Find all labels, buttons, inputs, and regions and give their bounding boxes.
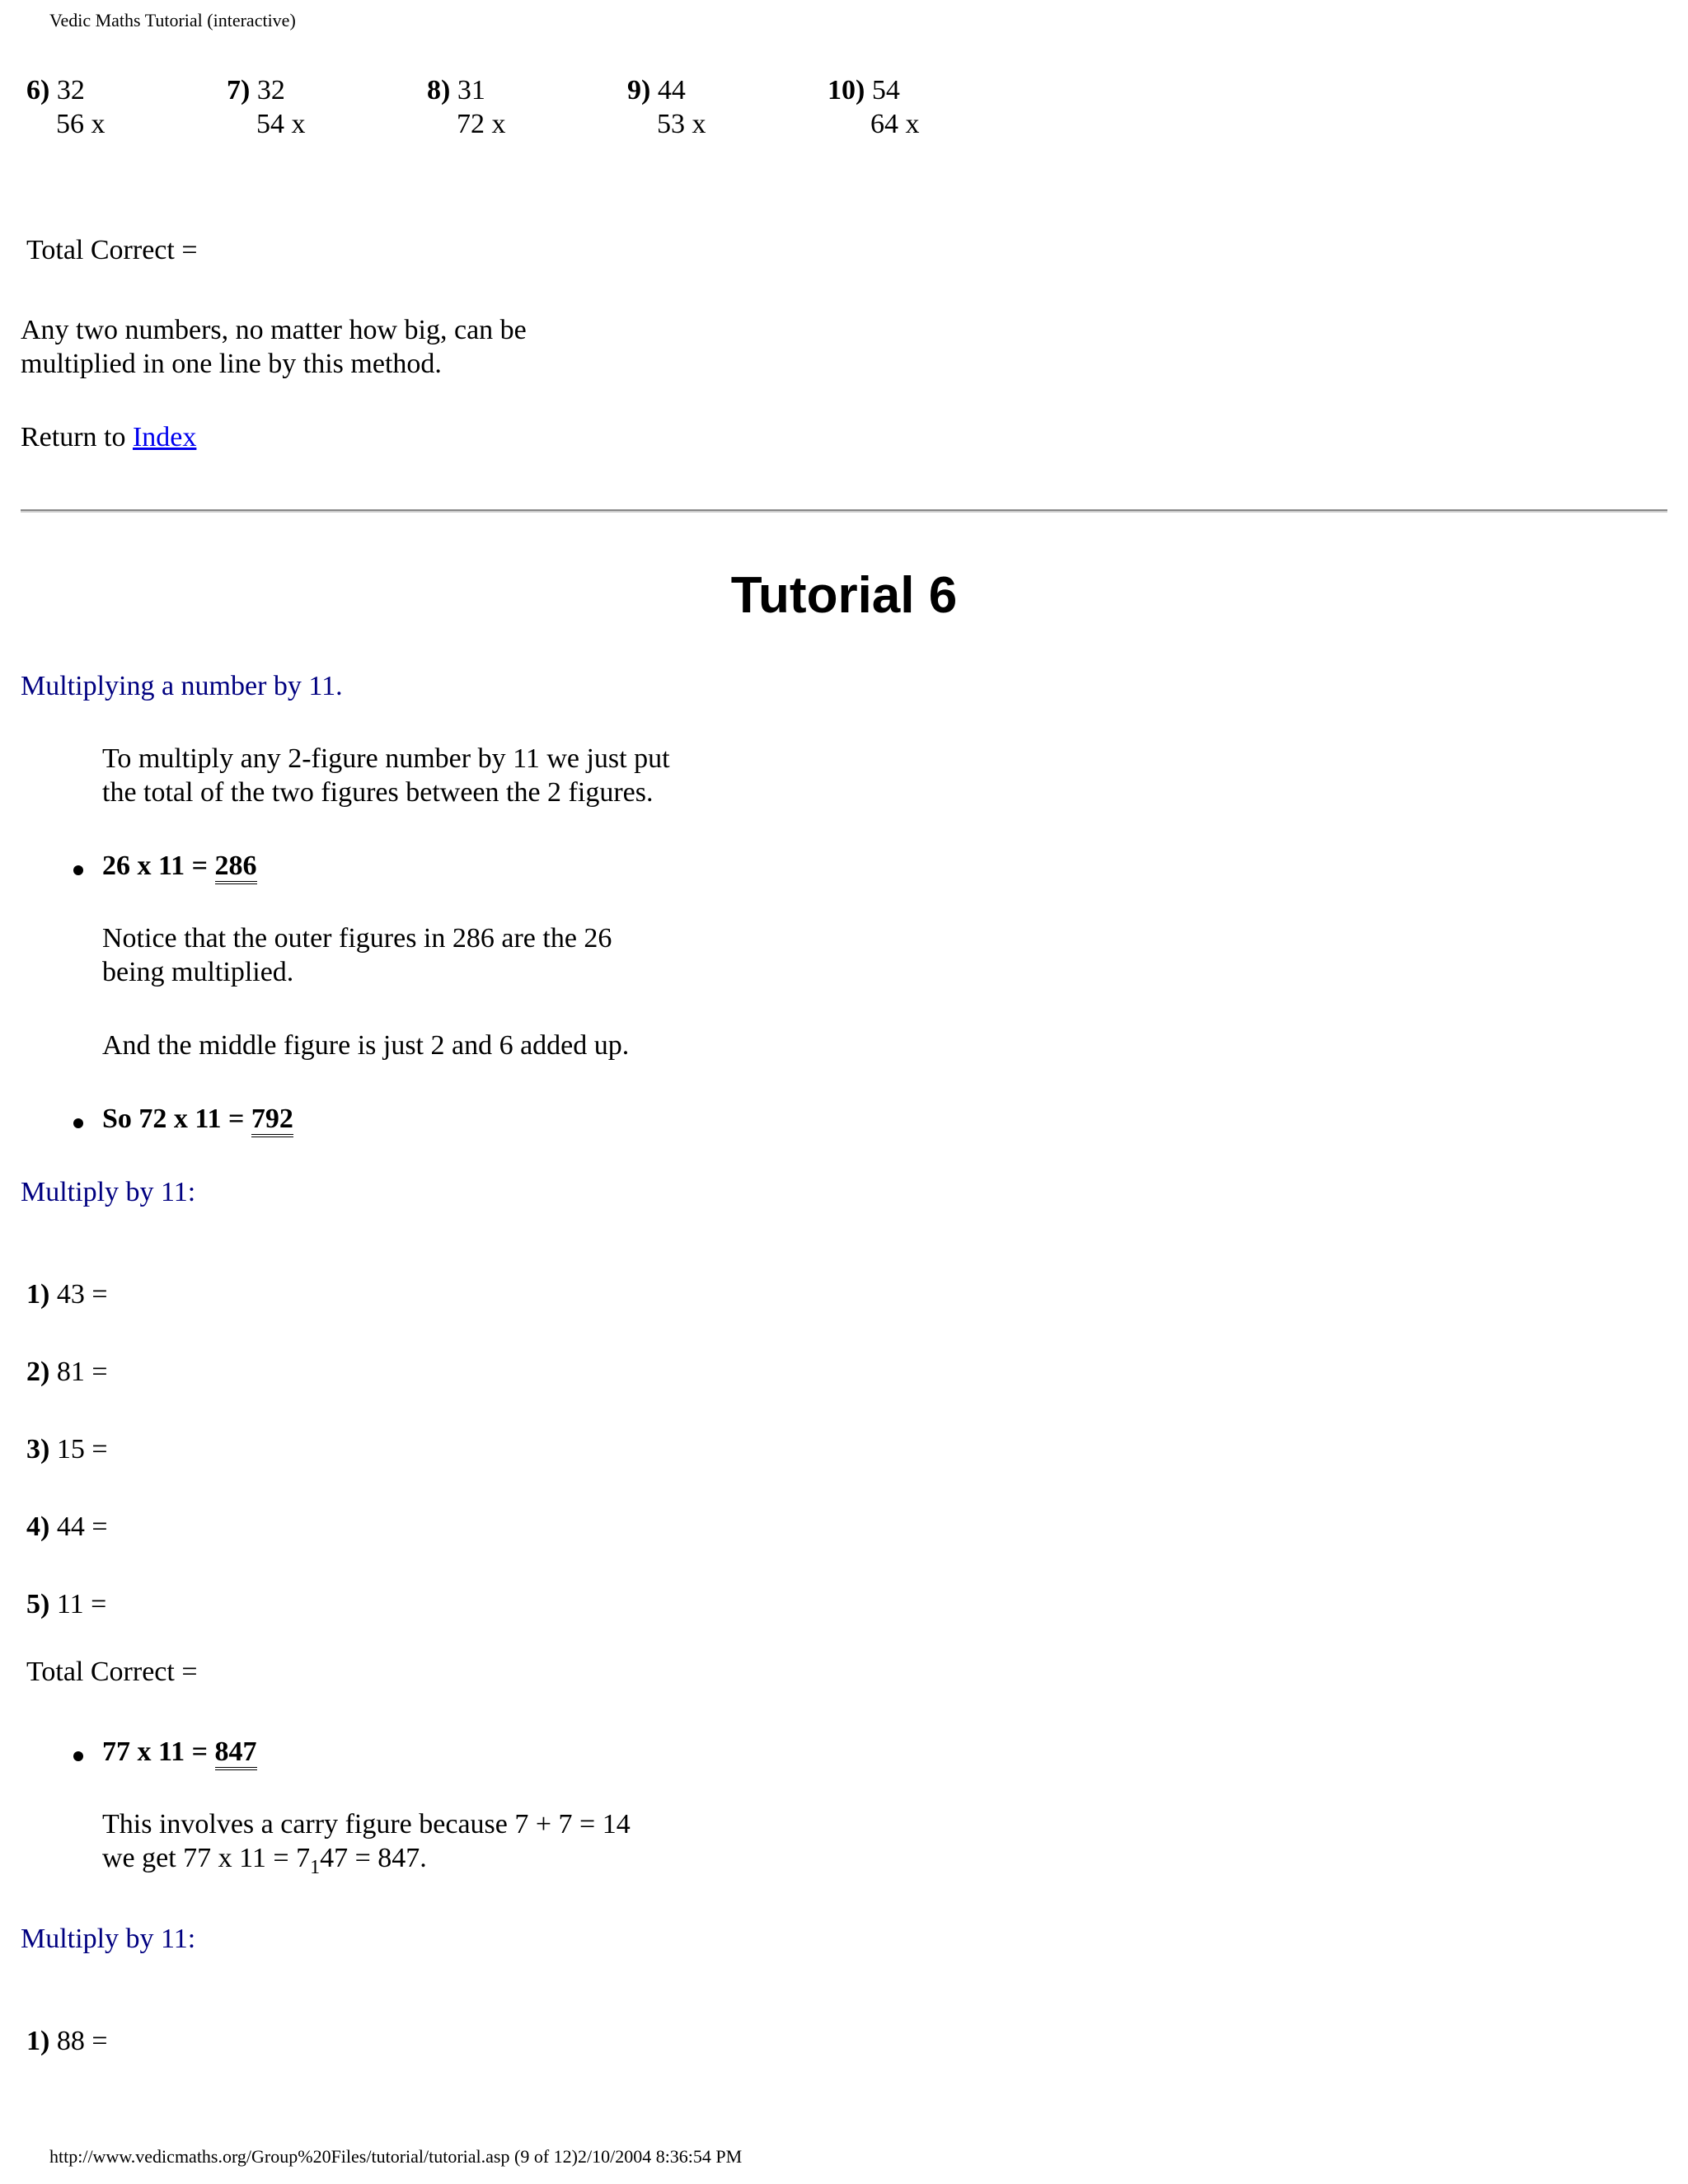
page-footer: http://www.vedicmaths.org/Group%20Files/tutorial/tutorial.asp (9 of 12)2/10/2004 8:36:54 PM — [49, 2146, 743, 2167]
example-answer: 847 — [215, 1736, 257, 1770]
exercise-label: 1) — [26, 2026, 50, 2056]
exercise-label: 8) — [427, 75, 451, 105]
carry-paragraph — [102, 1807, 631, 1878]
method-note — [21, 313, 527, 381]
exercise-label: 3) — [26, 1434, 50, 1465]
bullet-icon — [73, 1751, 83, 1761]
total-correct-label: Total Correct = — [26, 1657, 198, 1687]
exercise-item — [26, 2024, 108, 2058]
exercise-text: 44 = — [56, 1511, 108, 1542]
exercise-label: 10) — [828, 75, 865, 105]
exercise-bottom-number: 54 x — [256, 109, 306, 139]
exercise-label: 6) — [26, 75, 50, 105]
exercise-heading: Multiply by 11: — [21, 1177, 196, 1207]
exercise-6 — [26, 73, 106, 141]
notice-paragraph — [102, 921, 612, 989]
exercise-label: 5) — [26, 1589, 50, 1619]
exercise-text: 15 = — [56, 1434, 108, 1465]
exercise-top-number: 32 — [56, 75, 85, 105]
notice-line: Notice that the outer figures in 286 are the 26 — [102, 923, 612, 954]
exercise-top-number: 54 — [871, 75, 900, 105]
exercise-text: 11 = — [56, 1589, 107, 1619]
example-expression: 77 x 11 = — [102, 1736, 208, 1767]
exercise-label: 2) — [26, 1357, 50, 1387]
exercise-bottom-number: 64 x — [870, 109, 920, 139]
section-heading: Multiplying a number by 11. — [21, 671, 343, 701]
intro-paragraph — [102, 742, 670, 809]
exercise-label: 9) — [627, 75, 651, 105]
carry-text: 47 = 847. — [320, 1843, 427, 1873]
exercise-item — [26, 1432, 108, 1466]
return-to-index — [21, 420, 196, 454]
carry-line: This involves a carry figure because 7 + 7 = 14 — [102, 1809, 631, 1840]
section-divider — [21, 509, 1667, 513]
return-text: Return to — [21, 422, 126, 452]
middle-figure-note: And the middle figure is just 2 and 6 added up. — [102, 1030, 630, 1061]
method-note-line: multiplied in one line by this method. — [21, 349, 442, 379]
exercise-bottom-number: 56 x — [56, 109, 106, 139]
example-expression: So 72 x 11 = — [102, 1104, 245, 1134]
exercise-item — [26, 1355, 108, 1389]
example-item — [102, 1102, 293, 1136]
exercise-8 — [427, 73, 506, 141]
exercise-text: 43 = — [56, 1279, 108, 1310]
example-expression: 26 x 11 = — [102, 851, 208, 881]
exercise-text: 88 = — [56, 2026, 108, 2056]
bullet-icon — [73, 1118, 83, 1128]
exercise-text: 81 = — [56, 1357, 108, 1387]
notice-line: being multiplied. — [102, 957, 294, 987]
example-item — [102, 849, 257, 883]
exercise-top-number: 31 — [457, 75, 485, 105]
exercise-heading: Multiply by 11: — [21, 1924, 196, 1954]
exercise-bottom-number: 53 x — [657, 109, 706, 139]
exercise-item — [26, 1277, 108, 1311]
example-item — [102, 1735, 257, 1769]
page-header: Vedic Maths Tutorial (interactive) — [49, 10, 296, 30]
example-answer: 286 — [215, 851, 257, 884]
exercise-top-number: 44 — [657, 75, 686, 105]
exercise-7 — [227, 73, 306, 141]
exercise-bottom-number: 72 x — [457, 109, 506, 139]
bullet-icon — [73, 865, 83, 875]
intro-line: To multiply any 2-figure number by 11 we just put — [102, 743, 670, 774]
exercise-10 — [828, 73, 920, 141]
carry-text: we get 77 x 11 = 7 — [102, 1843, 311, 1873]
exercise-9 — [627, 73, 706, 141]
exercise-top-number: 32 — [256, 75, 285, 105]
exercise-label: 7) — [227, 75, 251, 105]
exercise-item — [26, 1587, 106, 1621]
intro-line: the total of the two figures between the 2 figures. — [102, 777, 654, 808]
carry-line — [102, 1841, 631, 1878]
carry-subscript: 1 — [310, 1856, 321, 1878]
method-note-line: Any two numbers, no matter how big, can be — [21, 315, 527, 345]
tutorial-title: Tutorial 6 — [730, 567, 958, 624]
exercise-label: 1) — [26, 1279, 50, 1310]
total-correct-label: Total Correct = — [26, 235, 198, 265]
exercise-label: 4) — [26, 1511, 50, 1542]
example-answer: 792 — [251, 1104, 293, 1137]
exercise-item — [26, 1510, 108, 1544]
index-link[interactable]: Index — [132, 422, 197, 452]
